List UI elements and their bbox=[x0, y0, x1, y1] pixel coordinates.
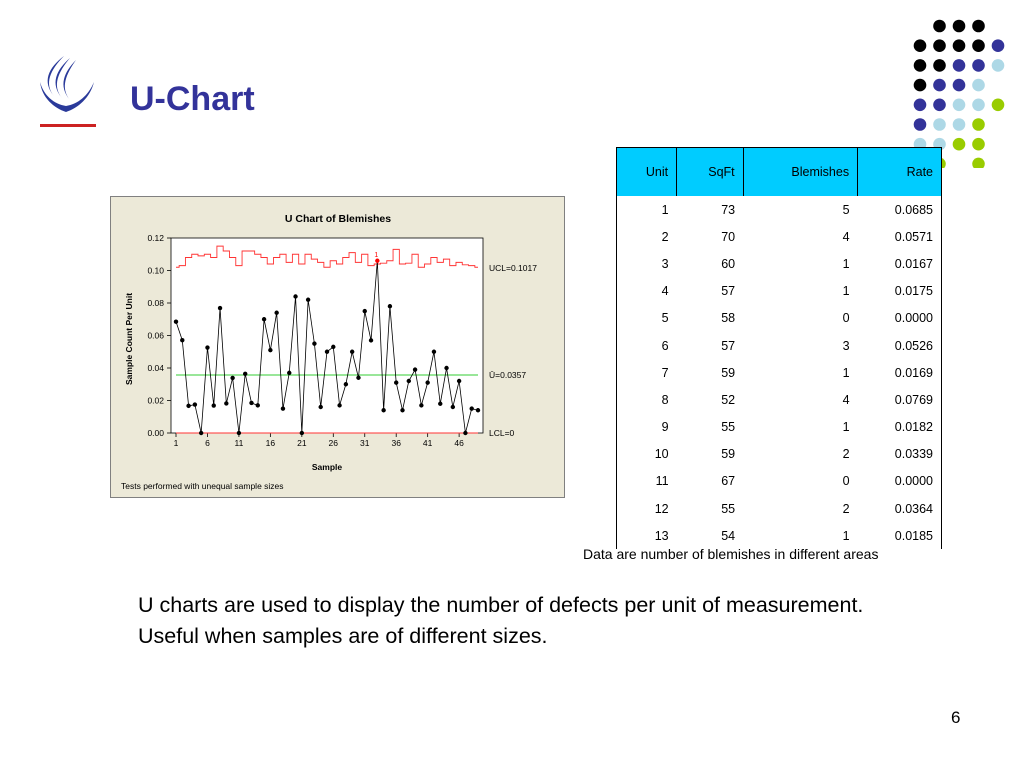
data-point bbox=[438, 402, 442, 406]
lcl-label: LCL=0 bbox=[489, 428, 515, 438]
table-cell: 2 bbox=[617, 223, 677, 250]
data-point bbox=[350, 350, 354, 354]
table-cell: 12 bbox=[617, 495, 677, 522]
decorative-dot bbox=[933, 118, 946, 131]
decorative-dot bbox=[933, 59, 946, 72]
table-cell: 1 bbox=[842, 284, 850, 299]
decorative-dot bbox=[972, 79, 985, 92]
data-point bbox=[356, 376, 360, 380]
table-row bbox=[617, 441, 942, 468]
out-of-control-point bbox=[375, 259, 379, 263]
slide-title: U-Chart bbox=[130, 80, 255, 118]
decorative-dot bbox=[914, 59, 927, 72]
u-chart bbox=[111, 197, 566, 499]
table-cell: 10 bbox=[617, 441, 677, 468]
table-cell: 5 bbox=[842, 202, 850, 217]
y-tick-label: 0.08 bbox=[147, 298, 164, 308]
data-point bbox=[237, 431, 241, 435]
table-cell: 4 bbox=[842, 392, 850, 407]
table-cell: 7 bbox=[617, 359, 677, 386]
table-cell: 1 bbox=[617, 196, 677, 223]
data-point bbox=[325, 350, 329, 354]
data-point bbox=[337, 403, 341, 407]
x-tick-label: 26 bbox=[328, 438, 339, 448]
table-row bbox=[617, 414, 942, 441]
table-cell: 0.0339 bbox=[858, 441, 942, 468]
data-point bbox=[281, 406, 285, 410]
table-cell: 1 bbox=[842, 528, 850, 543]
data-point bbox=[174, 319, 178, 323]
table-row bbox=[617, 332, 942, 359]
table-cell: 2 bbox=[842, 501, 850, 516]
out-of-control-marker-label: 1 bbox=[374, 251, 379, 259]
table-cell: 0.0685 bbox=[858, 196, 942, 223]
decorative-dot bbox=[933, 79, 946, 92]
table-cell: 4 bbox=[842, 229, 850, 244]
table-cell: 58 bbox=[721, 311, 736, 326]
table-row bbox=[617, 305, 942, 332]
table-cell: 3 bbox=[842, 338, 850, 353]
table-cell: 55 bbox=[721, 420, 736, 435]
data-point bbox=[363, 309, 367, 313]
x-tick-label: 41 bbox=[422, 438, 433, 448]
table-cell: 0.0182 bbox=[858, 414, 942, 441]
center-line-label: Ū=0.0357 bbox=[489, 370, 527, 380]
decorative-dot bbox=[953, 20, 966, 33]
table-cell: 0.0185 bbox=[858, 522, 942, 549]
x-tick-label: 11 bbox=[234, 438, 244, 448]
y-tick-label: 0.00 bbox=[147, 428, 164, 438]
data-point bbox=[256, 403, 260, 407]
slide-body-text: U charts are used to display the number of defects per unit of measurement. Useful when samples are of different sizes. bbox=[138, 593, 864, 648]
decorative-dot bbox=[972, 118, 985, 131]
data-point bbox=[413, 367, 417, 371]
data-point bbox=[457, 379, 461, 383]
table-row bbox=[617, 468, 942, 495]
data-point bbox=[369, 338, 373, 342]
table-cell: 0 bbox=[842, 474, 850, 489]
table-cell: 59 bbox=[721, 365, 736, 380]
data-point bbox=[463, 431, 467, 435]
table-header-blemishes: Blemishes bbox=[743, 148, 857, 197]
decorative-dot bbox=[933, 39, 946, 52]
table-cell: 5 bbox=[617, 305, 677, 332]
data-point bbox=[205, 345, 209, 349]
data-point bbox=[331, 345, 335, 349]
data-point bbox=[199, 431, 203, 435]
x-tick-label: 16 bbox=[265, 438, 276, 448]
data-point bbox=[230, 376, 234, 380]
data-point bbox=[319, 405, 323, 409]
table-cell: 13 bbox=[617, 522, 677, 549]
table-cell: 73 bbox=[721, 202, 736, 217]
data-point bbox=[268, 348, 272, 352]
data-point bbox=[212, 403, 216, 407]
decorative-dot bbox=[992, 59, 1005, 72]
data-point bbox=[407, 379, 411, 383]
data-point bbox=[344, 382, 348, 386]
x-tick-label: 21 bbox=[297, 438, 307, 448]
decorative-dot bbox=[972, 138, 985, 151]
x-tick-label: 31 bbox=[360, 438, 370, 448]
chart-title: U Chart of Blemishes bbox=[284, 213, 392, 225]
table-cell: 54 bbox=[721, 528, 736, 543]
table-cell: 0.0169 bbox=[858, 359, 942, 386]
decorative-dot bbox=[992, 39, 1005, 52]
decorative-dot bbox=[914, 99, 927, 112]
table-cell: 0.0167 bbox=[858, 250, 942, 277]
table-cell: 60 bbox=[721, 256, 736, 271]
decorative-dot bbox=[953, 59, 966, 72]
y-tick-label: 0.12 bbox=[147, 233, 164, 243]
table-cell: 52 bbox=[721, 392, 736, 407]
table-cell: 67 bbox=[721, 474, 736, 489]
page-number: 6 bbox=[951, 708, 961, 727]
table-header-rate: Rate bbox=[858, 148, 942, 197]
table-cell: 11 bbox=[617, 468, 677, 495]
table-cell: 8 bbox=[617, 386, 677, 413]
data-point bbox=[218, 306, 222, 310]
decorative-dot bbox=[953, 99, 966, 112]
table-header-unit: Unit bbox=[617, 148, 677, 197]
decorative-dot bbox=[933, 99, 946, 112]
table-cell: 0.0000 bbox=[858, 468, 942, 495]
table-row bbox=[617, 359, 942, 386]
data-point bbox=[306, 298, 310, 302]
table-cell: 0.0000 bbox=[858, 305, 942, 332]
decorative-dot bbox=[914, 118, 927, 131]
table-cell: 0.0175 bbox=[858, 278, 942, 305]
data-point bbox=[470, 406, 474, 410]
data-point bbox=[193, 402, 197, 406]
table-row bbox=[617, 495, 942, 522]
university-logo bbox=[34, 52, 100, 132]
table-cell: 1 bbox=[842, 365, 850, 380]
data-point bbox=[400, 408, 404, 412]
data-point bbox=[300, 431, 304, 435]
table-header-row bbox=[617, 148, 942, 197]
table-cell: 55 bbox=[721, 501, 736, 516]
data-point bbox=[293, 294, 297, 298]
y-tick-label: 0.04 bbox=[147, 363, 164, 373]
x-tick-label: 6 bbox=[205, 438, 210, 448]
table-cell: 59 bbox=[721, 447, 736, 462]
chart-ylabel: Sample Count Per Unit bbox=[124, 292, 134, 386]
y-tick-label: 0.06 bbox=[147, 330, 164, 341]
table-row bbox=[617, 196, 942, 223]
data-point bbox=[287, 371, 291, 375]
table-cell: 57 bbox=[721, 284, 736, 299]
decorative-dot bbox=[953, 39, 966, 52]
decorative-dot bbox=[972, 59, 985, 72]
data-point bbox=[419, 403, 423, 407]
data-point bbox=[381, 408, 385, 412]
table-row bbox=[617, 386, 942, 413]
decorative-dot bbox=[933, 20, 946, 33]
data-point bbox=[388, 304, 392, 308]
decorative-dot bbox=[953, 79, 966, 92]
x-tick-label: 1 bbox=[173, 438, 179, 448]
data-point bbox=[444, 366, 448, 370]
y-tick-label: 0.02 bbox=[147, 395, 164, 406]
table-cell: 57 bbox=[721, 338, 736, 353]
data-point bbox=[394, 380, 398, 384]
decorative-dot bbox=[972, 20, 985, 33]
decorative-dot bbox=[972, 158, 985, 168]
table-cell: 1 bbox=[842, 256, 850, 271]
data-point bbox=[476, 408, 480, 412]
table-header-sqft: SqFt bbox=[677, 148, 744, 197]
u-chart-panel bbox=[110, 196, 565, 498]
table-row bbox=[617, 278, 942, 305]
decorative-dot bbox=[914, 79, 927, 92]
chart-footnote: Tests performed with unequal sample sizes bbox=[121, 481, 284, 491]
decorative-dot bbox=[953, 138, 966, 151]
table-cell: 0.0769 bbox=[858, 386, 942, 413]
table-cell: 0 bbox=[842, 311, 850, 326]
chart-xlabel: Sample bbox=[311, 462, 343, 472]
decorative-dot bbox=[953, 118, 966, 131]
table-cell: 0.0364 bbox=[858, 495, 942, 522]
decorative-dot bbox=[972, 99, 985, 112]
table-row bbox=[617, 250, 942, 277]
table-row bbox=[617, 223, 942, 250]
x-tick-label: 46 bbox=[454, 438, 464, 448]
table-cell: 2 bbox=[842, 447, 850, 462]
decorative-dot bbox=[992, 99, 1005, 112]
table-cell: 0.0571 bbox=[858, 223, 942, 250]
data-point bbox=[180, 338, 184, 342]
table-cell: 3 bbox=[617, 250, 677, 277]
ucl-label: UCL=0.1017 bbox=[489, 263, 537, 273]
data-point bbox=[262, 317, 266, 321]
data-point bbox=[451, 405, 455, 409]
table-cell: 1 bbox=[842, 420, 850, 435]
decorative-dot bbox=[914, 39, 927, 52]
table-caption: Data are number of blemishes in different areas bbox=[583, 546, 879, 562]
data-point bbox=[312, 341, 316, 345]
data-point bbox=[249, 401, 253, 405]
decorative-dot-grid bbox=[910, 18, 1010, 168]
table-cell: 0.0526 bbox=[858, 332, 942, 359]
data-point bbox=[186, 404, 190, 408]
table-cell: 9 bbox=[617, 414, 677, 441]
data-point bbox=[432, 350, 436, 354]
data-point bbox=[243, 372, 247, 376]
table-cell: 6 bbox=[617, 332, 677, 359]
y-tick-label: 0.10 bbox=[147, 265, 164, 276]
data-point bbox=[224, 401, 228, 405]
data-point bbox=[425, 380, 429, 384]
x-tick-label: 36 bbox=[391, 438, 401, 448]
blemish-data-table bbox=[616, 147, 942, 549]
data-point bbox=[274, 311, 278, 315]
table-cell: 70 bbox=[721, 229, 736, 244]
table-cell: 4 bbox=[617, 278, 677, 305]
decorative-dot bbox=[972, 39, 985, 52]
